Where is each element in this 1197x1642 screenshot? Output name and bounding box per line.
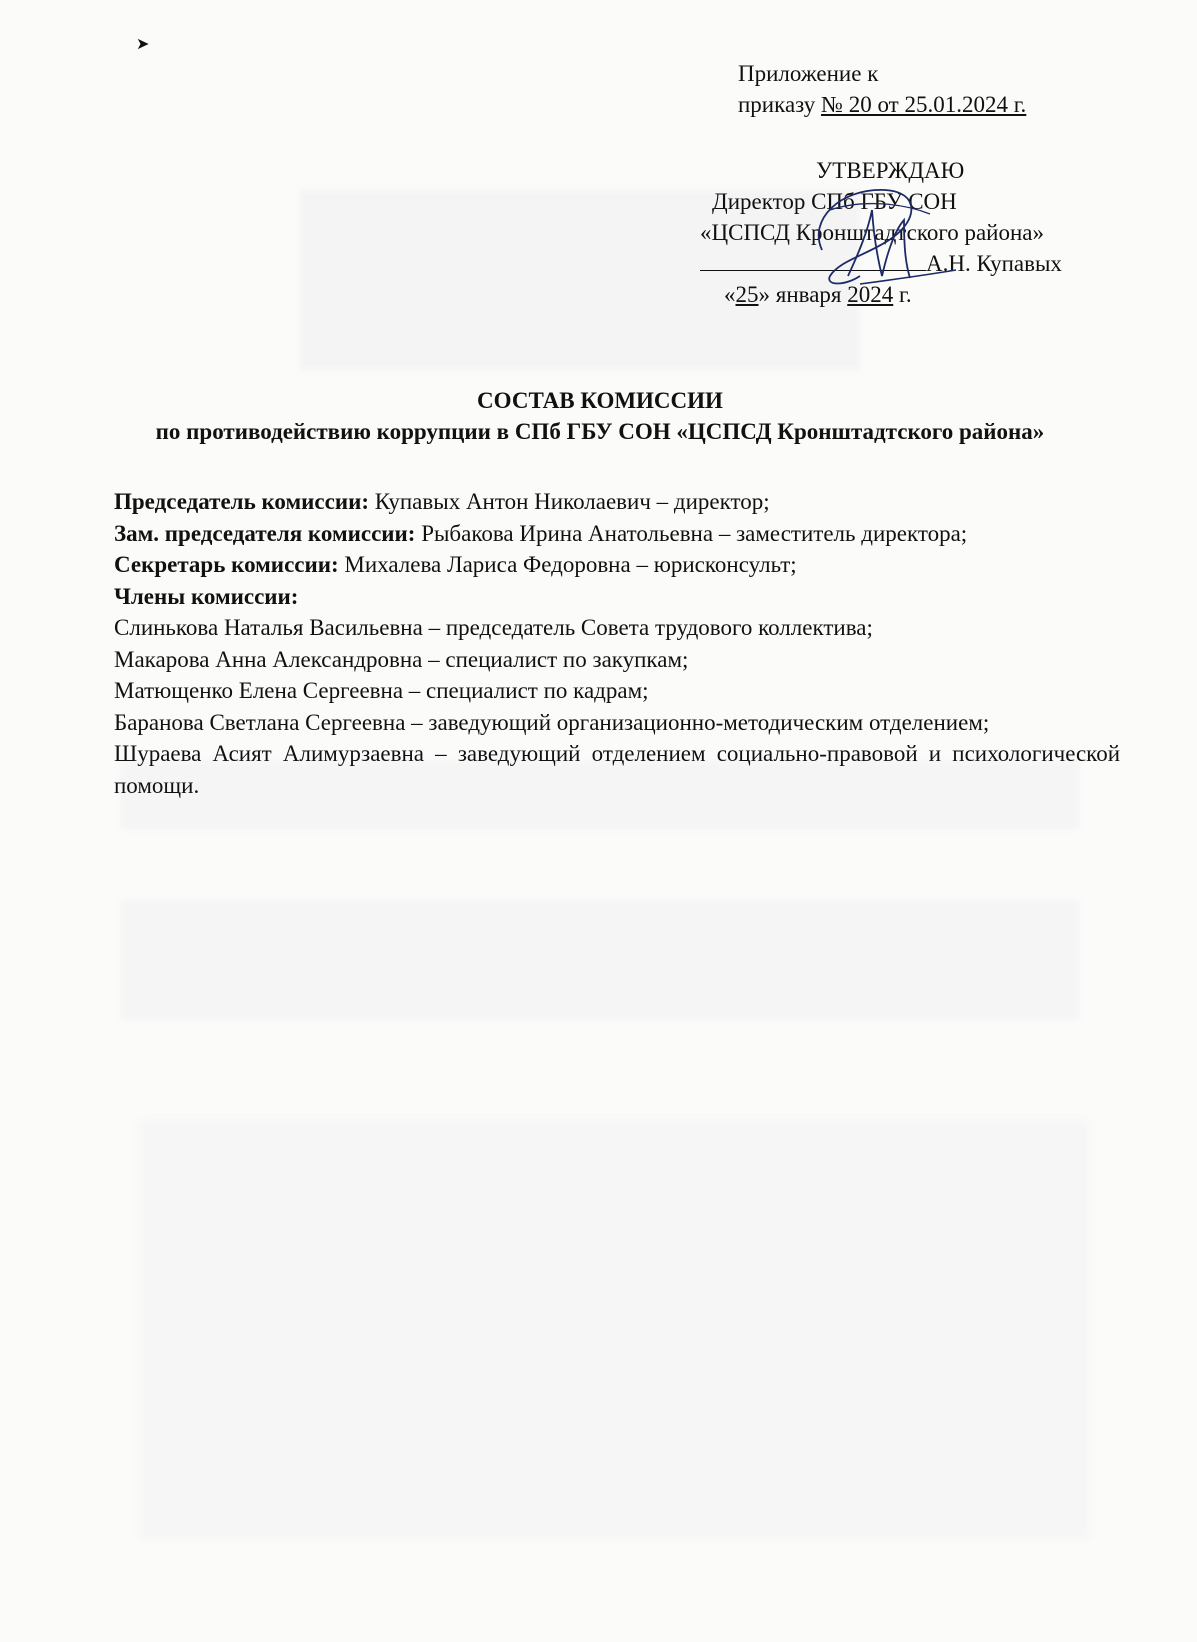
date-year: 2024 xyxy=(847,282,894,307)
approver-name: А.Н. Купавых xyxy=(926,251,1062,276)
bleed-through-shadow xyxy=(120,900,1080,1020)
appendix-reference xyxy=(738,58,1026,120)
deputy-text: Рыбакова Ирина Анатольевна – заместитель директора; xyxy=(415,520,968,546)
approval-position-line-1: Директор СПб ГБУ СОН xyxy=(712,189,957,214)
chair-entry xyxy=(114,486,1120,518)
secretary-text: Михалева Лариса Федоровна – юрисконсульт; xyxy=(338,552,797,577)
bleed-through-shadow xyxy=(140,1120,1090,1540)
corner-mark: ➤ xyxy=(136,36,150,53)
member-entry: Шураева Асият Алимурзаевна – заведующий отделением социально-правовой и психологической помощи. xyxy=(114,741,1120,798)
title-line-2: по противодействию коррупции в СПб ГБУ СОН «ЦСПСД Кронштадтского района» xyxy=(155,419,1045,444)
members-label: Члены комиссии: xyxy=(114,583,299,609)
appendix-order-prefix: приказу xyxy=(738,92,822,117)
approval-heading: УТВЕРЖДАЮ xyxy=(816,158,965,183)
date-month: » января xyxy=(758,282,848,307)
date-quote-open: « xyxy=(724,282,736,307)
appendix-line-2 xyxy=(738,89,1026,120)
members-heading xyxy=(114,581,1120,613)
member-entry: Слинькова Наталья Васильевна – председатель Совета трудового коллектива; xyxy=(114,615,873,640)
member-entry: Матющенко Елена Сергеевна – специалист по кадрам; xyxy=(114,678,649,703)
chair-text: Купавых Антон Николаевич – директор; xyxy=(369,489,770,514)
handwritten-signature xyxy=(800,180,960,295)
secretary-label: Секретарь комиссии: xyxy=(114,552,339,577)
date-day: 25 xyxy=(735,282,759,307)
appendix-line-1: Приложение к xyxy=(738,61,879,86)
deputy-label: Зам. председателя комиссии: xyxy=(114,520,416,546)
deputy-entry xyxy=(114,518,1120,550)
date-suffix: г. xyxy=(893,282,912,307)
document-title xyxy=(100,385,1100,447)
member-entry: Баранова Светлана Сергеевна – заведующий организационно-методическим отделением; xyxy=(114,709,990,735)
appendix-order-number: № 20 от 25.01.2024 г. xyxy=(821,92,1027,117)
chair-label: Председатель комиссии: xyxy=(114,489,369,514)
commission-members xyxy=(114,486,1120,801)
approval-position-line-2: «ЦСПСД Кронштадтского района» xyxy=(700,220,1044,245)
member-entry: Макарова Анна Александровна – специалист по закупкам; xyxy=(114,646,689,672)
secretary-entry xyxy=(114,549,1120,581)
title-line-1: СОСТАВ КОМИССИИ xyxy=(477,388,723,413)
